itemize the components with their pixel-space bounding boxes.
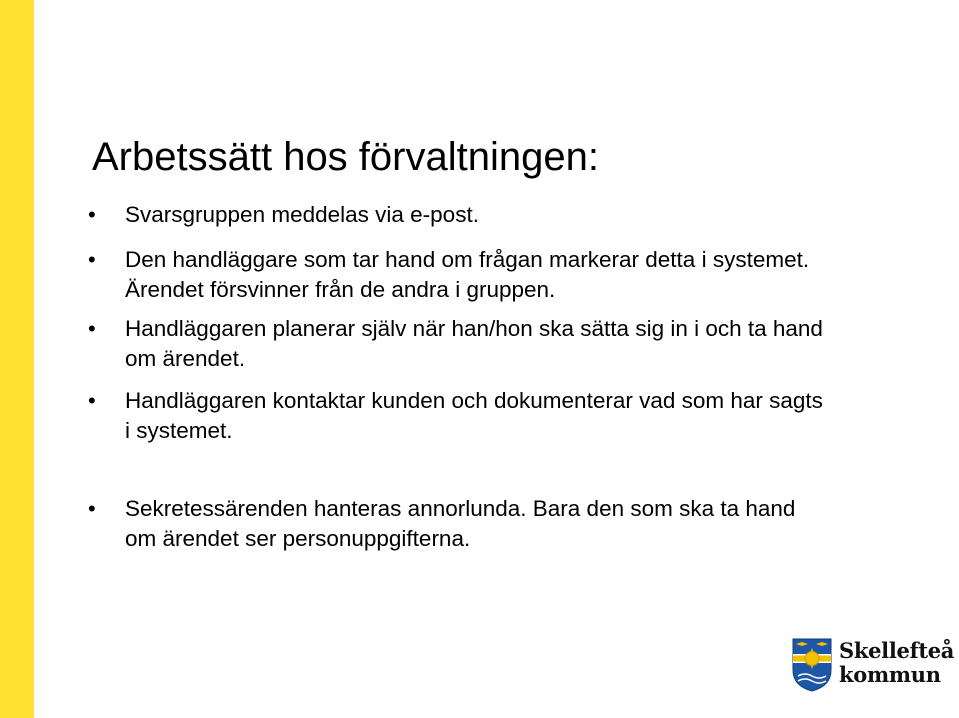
bullet-marker: • — [88, 388, 96, 413]
bullet-text: Handläggaren planerar själv när han/hon ska sätta sig in i och ta hand — [125, 316, 823, 341]
bullet-text: Svarsgruppen meddelas via e-post. — [125, 202, 479, 227]
bullet-text: Sekretessärenden hanteras annorlunda. Bara den som ska ta hand — [125, 496, 796, 521]
logo-line-2: kommun — [839, 662, 941, 687]
logo-line-1: Skellefteå — [839, 638, 955, 663]
coat-of-arms-icon — [792, 638, 832, 692]
bullet-text: Ärendet försvinner från de andra i gruppen. — [125, 277, 556, 302]
bullet-text: Handläggaren kontaktar kunden och dokumenterar vad som har sagts — [125, 388, 823, 413]
bullet-marker: • — [88, 316, 96, 341]
bullet-text: om ärendet. — [125, 346, 246, 371]
logo-text — [839, 639, 954, 687]
bullet-marker: • — [88, 202, 96, 227]
bullet-marker: • — [88, 496, 96, 521]
bullet-marker: • — [88, 247, 96, 272]
slide-title: Arbetssätt hos förvaltningen: — [92, 135, 599, 179]
bullet-text: Den handläggare som tar hand om frågan markerar detta i systemet. — [125, 247, 810, 272]
bullet-text: om ärendet ser personuppgifterna. — [125, 526, 471, 551]
skelleftea-kommun-logo — [792, 638, 958, 694]
bullet-text: i systemet. — [125, 418, 233, 443]
